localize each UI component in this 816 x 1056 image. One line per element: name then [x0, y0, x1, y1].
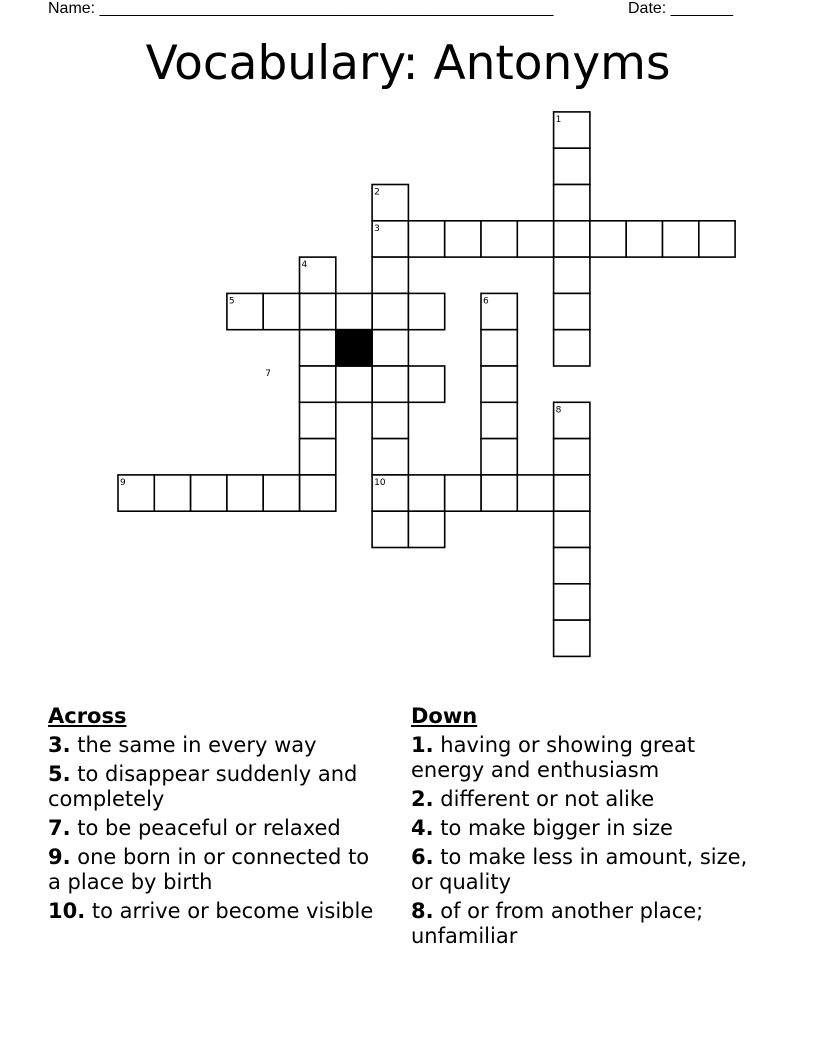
- grid-cell: [372, 257, 408, 293]
- grid-cell: [554, 148, 590, 184]
- across-clue: [48, 762, 388, 812]
- clue-text: to arrive or become visible: [85, 899, 374, 923]
- grid-cell: [481, 402, 517, 438]
- grid-cell: [663, 221, 699, 257]
- grid-cell: [554, 439, 590, 475]
- clue-text: of or from another place; unfamiliar: [411, 899, 704, 948]
- grid-cell: [517, 475, 553, 511]
- clue-num: 6.: [411, 845, 434, 869]
- grid-cell: [481, 439, 517, 475]
- down-clue: [411, 787, 751, 812]
- clue-number: 5: [228, 296, 235, 307]
- clue-text: to make bigger in size: [433, 816, 673, 840]
- clue-number: 9: [120, 477, 126, 488]
- down-clue: [411, 845, 751, 895]
- clue-text: to be peaceful or relaxed: [70, 816, 341, 840]
- grid-cell: [408, 475, 444, 511]
- clue-number: 6: [483, 296, 489, 307]
- grid-cell: [191, 475, 227, 511]
- grid-cell: [154, 475, 190, 511]
- across-heading: Across: [48, 704, 127, 728]
- grid-cell: [336, 366, 372, 402]
- clue-num: 1.: [411, 733, 434, 757]
- clue-num: 4.: [411, 816, 434, 840]
- grid-cell: [227, 475, 263, 511]
- grid-cell: [408, 511, 444, 547]
- name-field-label: Name: ___________________________________________________: [48, 0, 554, 17]
- across-clue: [48, 845, 388, 895]
- grid-cell: [554, 257, 590, 293]
- grid-cell-black: [336, 330, 372, 366]
- grid-cell: [372, 511, 408, 547]
- clue-number: 8: [555, 405, 562, 416]
- clue-num: 5.: [48, 762, 71, 786]
- grid-cell: [554, 511, 590, 547]
- date-field-label: Date: _______: [628, 0, 733, 17]
- grid-cell: [372, 330, 408, 366]
- grid-cell: [408, 221, 444, 257]
- grid-cell: [372, 293, 408, 329]
- across-clue: [48, 816, 388, 841]
- clue-num: 2.: [411, 787, 434, 811]
- clue-number: 7: [265, 369, 271, 379]
- grid-cell: [408, 366, 444, 402]
- grid-cell: [300, 402, 336, 438]
- grid-cell: [554, 221, 590, 257]
- grid-cell: [263, 475, 299, 511]
- across-clue: [48, 733, 388, 758]
- clue-number: 10: [374, 477, 386, 488]
- grid-cell: [300, 475, 336, 511]
- grid-cell: [554, 330, 590, 366]
- clue-text: to make less in amount, size, or quality: [411, 845, 748, 894]
- clue-text: different or not alike: [433, 787, 655, 811]
- clue-num: 3.: [48, 733, 71, 757]
- grid-cell: [626, 221, 662, 257]
- grid-cell: [336, 293, 372, 329]
- clue-number: 4: [301, 260, 308, 271]
- clue-num: 9.: [48, 845, 71, 869]
- clue-num: 7.: [48, 816, 71, 840]
- across-clue: [48, 899, 388, 924]
- grid-cell: [554, 548, 590, 584]
- grid-cell: [263, 293, 299, 329]
- grid-cell: [590, 221, 626, 257]
- clue-text: to disappear suddenly and completely: [48, 762, 358, 811]
- grid-cell: [699, 221, 735, 257]
- grid-cell: [481, 475, 517, 511]
- clue-text: one born in or connected to a place by birth: [48, 845, 370, 894]
- grid-cell: [481, 330, 517, 366]
- grid-cell: [372, 366, 408, 402]
- across-clues: [48, 703, 388, 928]
- grid-cell: [408, 293, 444, 329]
- clue-text: the same in every way: [70, 733, 317, 757]
- grid-cell: [300, 439, 336, 475]
- page-title: Vocabulary: Antonyms: [145, 36, 671, 91]
- grid-cell: [300, 366, 336, 402]
- clue-num: 10.: [48, 899, 86, 923]
- grid-cell: [481, 221, 517, 257]
- clue-number: 2: [374, 187, 380, 198]
- down-heading: Down: [411, 704, 478, 728]
- grid-cell: [554, 293, 590, 329]
- grid-cell: [445, 475, 481, 511]
- clue-num: 8.: [411, 899, 434, 923]
- down-clue: [411, 816, 751, 841]
- down-clues: [411, 703, 751, 953]
- grid-cell: [554, 185, 590, 221]
- grid-cell: [517, 221, 553, 257]
- grid-cell: [300, 293, 336, 329]
- grid-cell: [481, 366, 517, 402]
- grid-cell: [554, 620, 590, 656]
- clue-text: having or showing great energy and enthusiasm: [411, 733, 696, 782]
- grid-cell: [445, 221, 481, 257]
- clue-number: 1: [555, 114, 562, 125]
- grid-cell: [300, 330, 336, 366]
- down-clue: [411, 899, 751, 949]
- grid-cell: [554, 475, 590, 511]
- grid-cell: [554, 584, 590, 620]
- clue-number: 3: [374, 223, 380, 234]
- grid-cell: [372, 439, 408, 475]
- down-clue: [411, 733, 751, 783]
- grid-cell: [372, 402, 408, 438]
